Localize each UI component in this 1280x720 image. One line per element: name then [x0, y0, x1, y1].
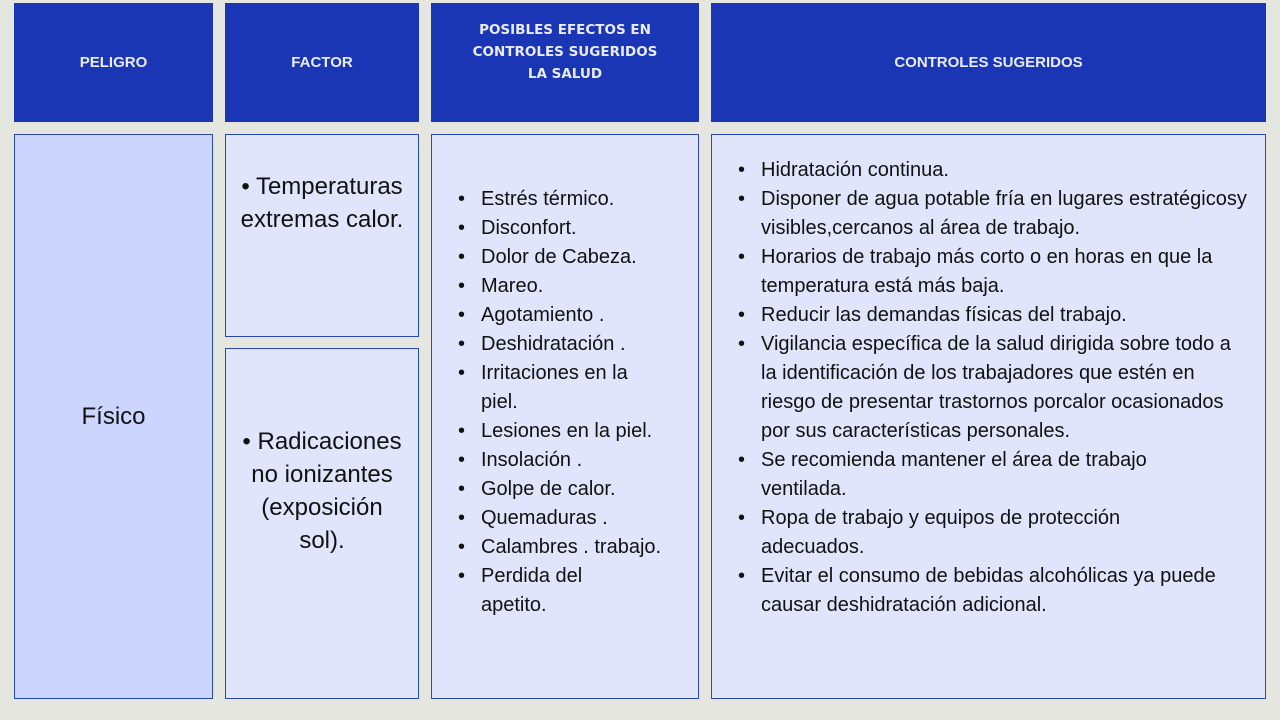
control-item: • Se recomienda mantener el área de trabajo ventilada. [733, 446, 1191, 504]
efecto-item: • Mareo. [453, 272, 682, 301]
peligro-value: Físico [81, 402, 146, 430]
header-efectos [431, 3, 699, 122]
header-peligro [14, 3, 213, 122]
efecto-item: • Disconfort. [453, 214, 682, 243]
efecto-item: • Lesiones en la piel. [453, 417, 682, 446]
control-item: • Ropa de trabajo y equipos de protección adecuados. [733, 504, 1191, 562]
header-controles [711, 3, 1266, 122]
efectos-list [453, 185, 682, 620]
control-item: • Evitar el consumo de bebidas alcohólicas ya puede causar deshidratación adicional. [733, 562, 1221, 620]
efecto-item: • Insolación . [453, 446, 682, 475]
efecto-item: • Perdida del apetito. [453, 562, 621, 620]
header-factor-label: FACTOR [291, 54, 353, 71]
efecto-item: • Deshidratación . [453, 330, 682, 359]
control-item: • Horarios de trabajo más corto o en horas en que la temperatura está más baja. [733, 243, 1251, 301]
factor-cell-temperaturas [225, 134, 419, 337]
controles-cell [711, 134, 1266, 699]
efectos-cell [431, 134, 699, 699]
efecto-item: • Golpe de calor. [453, 475, 682, 504]
efecto-item: • Agotamiento . [453, 301, 682, 330]
control-item: • Disponer de agua potable fría en lugares estratégicosy visibles,cercanos al área de trabajo. [733, 185, 1251, 243]
header-efectos-label: POSIBLES EFECTOS EN CONTROLES SUGERIDOS LA SALUD [472, 22, 658, 82]
factor-cell-radiaciones [225, 348, 419, 699]
header-controles-label: CONTROLES SUGERIDOS [894, 54, 1083, 71]
efecto-item: • Dolor de Cabeza. [453, 243, 682, 272]
efecto-item: • Estrés térmico. [453, 185, 682, 214]
header-peligro-label: PELIGRO [79, 54, 148, 71]
header-factor [225, 3, 419, 122]
efecto-item: • Calambres . trabajo. [453, 533, 682, 562]
control-item: • Vigilancia específica de la salud dirigida sobre todo a la identificación de los trabajadores que estén en riesgo de presentar trastornos porcalor ocasionados por sus características personales. [733, 330, 1251, 446]
peligro-cell [14, 134, 213, 699]
efecto-item: • Quemaduras . [453, 504, 682, 533]
factor-radiaciones: • Radicaciones no ionizantes (exposición sol). [242, 428, 402, 554]
controles-list [733, 156, 1251, 620]
control-item: • Hidratación continua. [733, 156, 1251, 185]
factor-temperaturas: • Temperaturas extremas calor. [240, 173, 404, 233]
control-item: • Reducir las demandas físicas del trabajo. [733, 301, 1251, 330]
efecto-item: • Irritaciones en la piel. [453, 359, 661, 417]
